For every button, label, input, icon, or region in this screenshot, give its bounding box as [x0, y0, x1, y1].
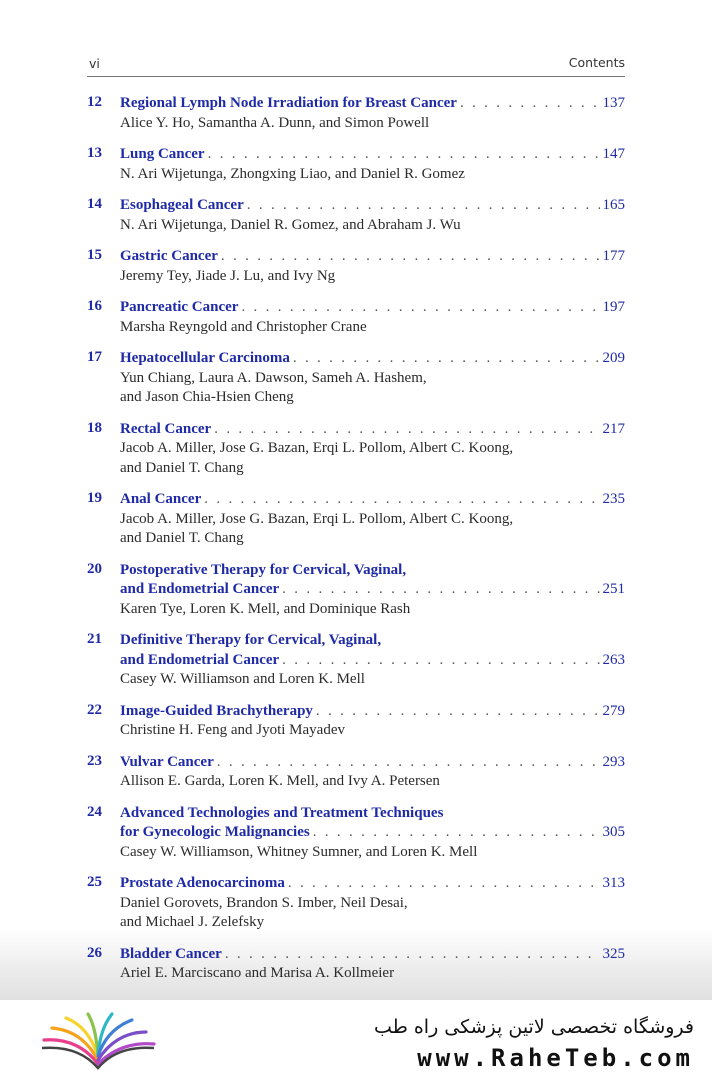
dot-leader: [247, 196, 600, 216]
open-book-rainbow-icon: [38, 1010, 158, 1072]
dot-leader: [282, 580, 599, 600]
toc-entry[interactable]: [87, 753, 625, 792]
chapter-title[interactable]: Advanced Technologies and Treatment Techniques: [120, 804, 444, 821]
chapter-number: 19: [87, 490, 102, 506]
chapter-number: 14: [87, 196, 102, 212]
dot-leader: [221, 247, 600, 267]
dot-leader: [241, 298, 599, 318]
chapter-number: 15: [87, 247, 102, 263]
table-of-contents: [87, 94, 625, 996]
chapter-title[interactable]: Esophageal Cancer: [120, 197, 244, 213]
chapter-title[interactable]: Regional Lymph Node Irradiation for Breast Cancer: [120, 95, 457, 111]
toc-entry[interactable]: [87, 94, 625, 133]
chapter-authors: Casey W. Williamson and Loren K. Mell: [120, 671, 365, 687]
page-number[interactable]: 263: [602, 651, 625, 668]
section-title: Contents: [568, 55, 625, 70]
chapter-authors: Yun Chiang, Laura A. Dawson, Sameh A. Hashem,: [120, 369, 427, 386]
dot-leader: [316, 702, 600, 722]
dot-leader: [217, 753, 600, 773]
toc-entry[interactable]: [87, 145, 625, 184]
chapter-number: 22: [87, 701, 102, 718]
page-number[interactable]: 293: [602, 753, 625, 770]
toc-entry[interactable]: [87, 196, 625, 235]
chapter-title[interactable]: Postoperative Therapy for Cervical, Vaginal,: [120, 561, 407, 578]
toc-entry[interactable]: [87, 874, 625, 933]
dot-leader: [225, 945, 600, 965]
chapter-authors: and Daniel T. Chang: [120, 459, 244, 476]
toc-entry[interactable]: [87, 804, 625, 863]
page-number[interactable]: 251: [602, 581, 625, 597]
toc-entry[interactable]: [87, 490, 625, 549]
chapter-number: 17: [87, 349, 102, 365]
toc-entry[interactable]: [87, 420, 625, 479]
chapter-title[interactable]: Definitive Therapy for Cervical, Vaginal,: [120, 632, 382, 648]
chapter-title[interactable]: and Endometrial Cancer: [120, 581, 280, 597]
chapter-number: 20: [87, 560, 102, 577]
chapter-title[interactable]: and Endometrial Cancer: [120, 651, 280, 668]
shop-name: فروشگاه تخصصی لاتین پزشکی راه طب: [374, 1016, 694, 1038]
page-number[interactable]: 147: [602, 146, 625, 162]
toc-entry[interactable]: [87, 349, 625, 408]
page-number[interactable]: 165: [602, 197, 625, 213]
watermark-banner: [0, 1000, 712, 1079]
chapter-number: 21: [87, 631, 102, 647]
page-number[interactable]: 305: [602, 824, 625, 840]
toc-entry[interactable]: [87, 298, 625, 337]
toc-entry[interactable]: [87, 247, 625, 286]
page-number[interactable]: 313: [602, 875, 625, 891]
dot-leader: [204, 490, 599, 510]
page-number[interactable]: 209: [602, 350, 625, 366]
chapter-authors: Jacob A. Miller, Jose G. Bazan, Erqi L. Pollom, Albert C. Koong,: [120, 440, 514, 456]
chapter-authors: Allison E. Garda, Loren K. Mell, and Ivy A. Petersen: [120, 773, 440, 789]
chapter-title[interactable]: Hepatocellular Carcinoma: [120, 350, 290, 366]
chapter-title[interactable]: Lung Cancer: [120, 146, 205, 162]
chapter-title[interactable]: Pancreatic Cancer: [120, 299, 239, 315]
toc-entry[interactable]: [87, 945, 625, 984]
page-number[interactable]: 177: [602, 248, 625, 264]
chapter-title[interactable]: Vulvar Cancer: [120, 753, 214, 770]
chapter-number: 13: [87, 145, 102, 161]
chapter-title[interactable]: Bladder Cancer: [120, 945, 222, 962]
chapter-number: 12: [87, 94, 102, 110]
dot-leader: [293, 349, 600, 369]
chapter-number: 24: [87, 803, 102, 820]
dot-leader: [214, 420, 599, 440]
chapter-number: 25: [87, 874, 102, 890]
chapter-authors: Karen Tye, Loren K. Mell, and Dominique Rash: [120, 600, 411, 617]
chapter-authors: N. Ari Wijetunga, Zhongxing Liao, and Daniel R. Gomez: [120, 165, 465, 182]
chapter-authors: Alice Y. Ho, Samantha A. Dunn, and Simon Powell: [120, 114, 430, 131]
page-number[interactable]: 217: [602, 420, 625, 437]
chapter-title[interactable]: Rectal Cancer: [120, 420, 212, 437]
chapter-authors: Marsha Reyngold and Christopher Crane: [120, 318, 367, 335]
running-header: [87, 54, 625, 77]
page-number[interactable]: 197: [602, 299, 625, 315]
dot-leader: [208, 145, 600, 165]
chapter-authors: Jacob A. Miller, Jose G. Bazan, Erqi L. Pollom, Albert C. Koong,: [120, 510, 514, 527]
chapter-title[interactable]: for Gynecologic Malignancies: [120, 824, 310, 840]
chapter-number: 16: [87, 298, 102, 314]
chapter-authors: Casey W. Williamson, Whitney Sumner, and Loren K. Mell: [120, 843, 478, 860]
chapter-authors: Christine H. Feng and Jyoti Mayadev: [120, 722, 345, 738]
page-label: vi: [89, 56, 100, 71]
chapter-title[interactable]: Image-Guided Brachytherapy: [120, 702, 313, 719]
toc-entry[interactable]: [87, 631, 625, 690]
chapter-number: 26: [87, 944, 102, 961]
chapter-authors: and Daniel T. Chang: [120, 530, 244, 546]
toc-entry[interactable]: [87, 561, 625, 620]
chapter-authors: and Jason Chia-Hsien Cheng: [120, 389, 294, 405]
dot-leader: [282, 651, 599, 671]
page-number[interactable]: 137: [602, 95, 625, 111]
chapter-number: 18: [87, 419, 102, 436]
chapter-title[interactable]: Anal Cancer: [120, 491, 202, 507]
chapter-authors: Ariel E. Marciscano and Marisa A. Kollmeier: [120, 965, 395, 981]
page-number[interactable]: 279: [602, 702, 625, 719]
chapter-authors: Jeremy Tey, Jiade J. Lu, and Ivy Ng: [120, 267, 336, 284]
chapter-number: 23: [87, 752, 102, 769]
dot-leader: [288, 874, 600, 894]
dot-leader: [460, 94, 600, 114]
page-number[interactable]: 325: [602, 945, 625, 962]
dot-leader: [313, 823, 600, 843]
chapter-title[interactable]: Prostate Adenocarcinoma: [120, 875, 285, 891]
chapter-authors: Daniel Gorovets, Brandon S. Imber, Neil Desai,: [120, 894, 408, 911]
chapter-authors: N. Ari Wijetunga, Daniel R. Gomez, and Abraham J. Wu: [120, 216, 461, 233]
toc-entry[interactable]: [87, 702, 625, 741]
chapter-title[interactable]: Gastric Cancer: [120, 248, 218, 264]
chapter-authors: and Michael J. Zelefsky: [120, 914, 265, 930]
shop-url: www.RaheTeb.com: [417, 1044, 694, 1072]
page-number[interactable]: 235: [602, 491, 625, 507]
